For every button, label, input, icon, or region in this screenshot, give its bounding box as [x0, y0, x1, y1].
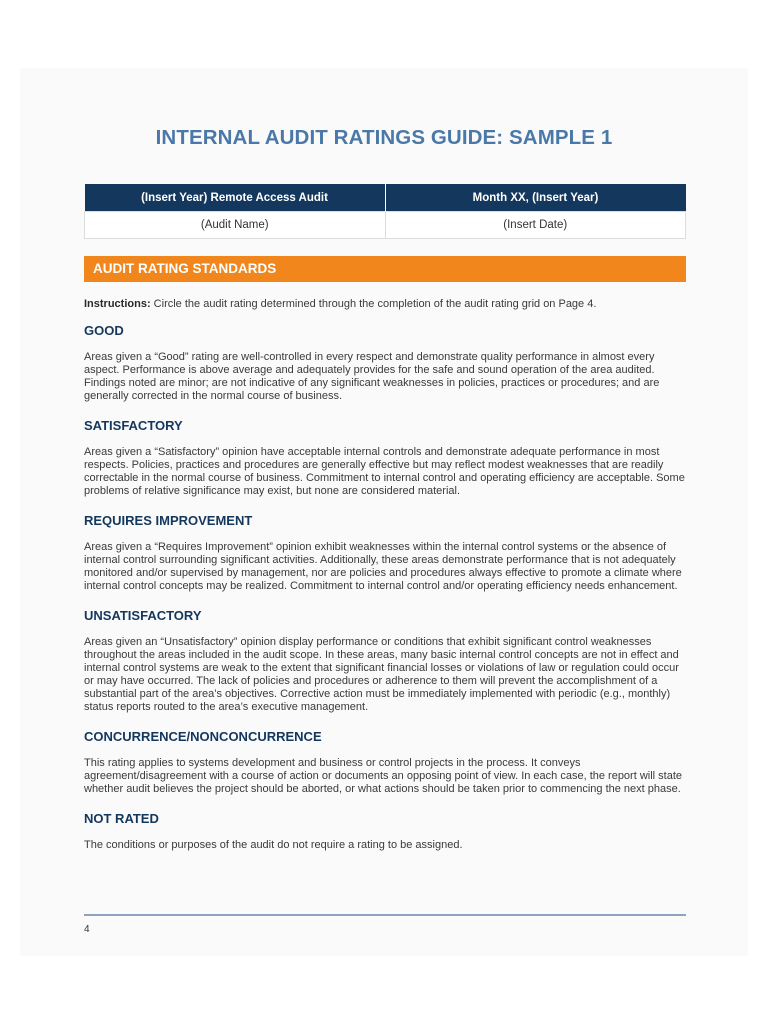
footer-divider: [84, 914, 686, 916]
rating-description-concurrence: This rating applies to systems development and business or control projects in the process. It conveys agreement/disagreement with a course of action or documents an opposing point of view. In each case, the report will state whether audit believes the project should be aborted, or what actions should be taken prior to commencing the next phase.: [84, 757, 683, 795]
audit-name-header: (Insert Year) Remote Access Audit: [85, 184, 386, 212]
audit-date-header: Month XX, (Insert Year): [385, 184, 686, 212]
rating-heading-good: GOOD: [84, 323, 124, 338]
page-title: INTERNAL AUDIT RATINGS GUIDE: SAMPLE 1: [155, 126, 613, 149]
rating-description-satisfactory: Areas given a “Satisfactory” opinion have acceptable internal controls and demonstrate adequate performance in most respects. Policies, practices and procedures are generally effective but may reflect modest weaknesses that are readily correctable in the normal course of business. Commitment to internal control and operating efficiency are acceptable. Some problems of relative significance may exist, but none are considered material.: [84, 446, 685, 497]
table-row: [85, 212, 686, 239]
audit-info-table: [84, 184, 686, 239]
instructions-paragraph: [84, 298, 686, 311]
rating-heading-not-rated: NOT RATED: [84, 811, 159, 826]
rating-heading-requires-improvement: REQUIRES IMPROVEMENT: [84, 513, 253, 528]
rating-heading-unsatisfactory: UNSATISFACTORY: [84, 608, 202, 623]
audit-date-cell: (Insert Date): [385, 212, 686, 239]
rating-standards-content: [84, 298, 686, 867]
audit-name-cell: (Audit Name): [85, 212, 386, 239]
rating-description-good: Areas given a “Good” rating are well-controlled in every respect and demonstrate quality performance in almost every aspect. Performance is above average and adequately provides for the safe and sound operation of the area audited. Findings noted are minor; are not indicative of any significant weaknesses in policies, practices or procedures; and are generally corrected in the normal course of business.: [84, 351, 660, 402]
rating-heading-satisfactory: SATISFACTORY: [84, 418, 183, 433]
rating-description-requires-improvement: Areas given a “Requires Improvement” opinion exhibit weaknesses within the internal control systems or the absence of internal control surrounding significant activities. Additionally, these areas demonstrate performance that is not adequately monitored and/or supervised by management, nor are policies and procedures always effective to promote a climate where internal control concepts may be realized. Commitment to internal control and/or operating efficiency needs enhancement.: [84, 541, 682, 592]
table-header-row: [85, 184, 686, 212]
instructions-label: Instructions:: [84, 298, 151, 310]
page-number: 4: [84, 924, 90, 935]
rating-description-unsatisfactory: Areas given an “Unsatisfactory” opinion display performance or conditions that exhibit significant control weaknesses throughout the areas included in the audit scope. In these areas, many basic internal control concepts are not in effect and internal control systems are weak to the extent that significant financial losses or violations of law or regulation could occur or may have occurred. The lack of policies and procedures or adherence to them will prevent the accomplishment of a substantial part of the area’s objectives. Corrective action must be immediately implemented with periodic (e.g., monthly) status reports routed to the area’s executive management.: [84, 636, 679, 713]
section-header-audit-rating-standards: AUDIT RATING STANDARDS: [84, 256, 686, 282]
instructions-text: Circle the audit rating determined through the completion of the audit rating grid on Page 4.: [150, 298, 597, 310]
rating-heading-concurrence: CONCURRENCE/NONCONCURRENCE: [84, 729, 322, 744]
rating-description-not-rated: The conditions or purposes of the audit do not require a rating to be assigned.: [84, 839, 463, 851]
